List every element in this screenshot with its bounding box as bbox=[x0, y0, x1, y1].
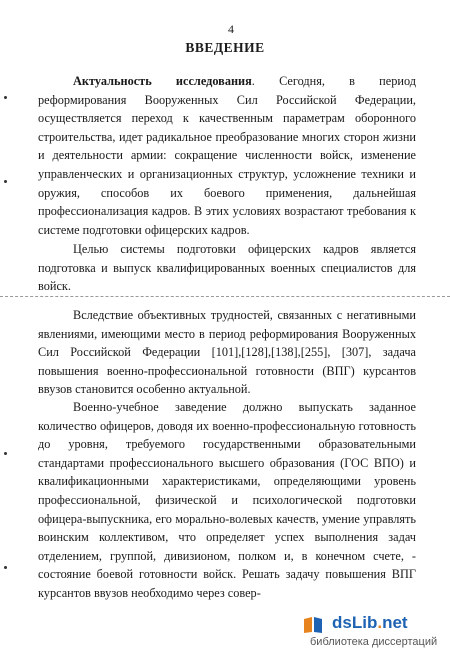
scan-divider bbox=[0, 296, 450, 297]
paragraph-text: . Сегодня, в период реформирования Вооруженных Сил Российской Федерации, осуществляется переход к качественным параметрам оборонного строительства, идет радикальное преобразование многих сторон жизни и деятельности армии: сокращение численности войск, изменение управленческих и организационных структур, усложнение техники и оружия, способов их боевого применения, дальнейшая профессионализация кадров. В этих условиях возрастают требования к системе подготовки офицерских кадров. bbox=[38, 74, 416, 237]
scan-speck bbox=[4, 452, 7, 455]
paragraph-text: Военно-учебное заведение должно выпускать заданное количество офицеров, доводя их военно-профессиональную готовность до уровня, требуемого государственными образовательными стандартами профессионального высшего образования (ГОС ВПО) и квалификационными характеристиками, определяющими уровень профессиональной, физической и психологической подготовки офицера-выпускника, его морально-волевых качеств, умение управлять воинским коллективом, что определяет успех выполнения задач отделением, группой, дивизионом, полком и, в конечном счете, - состояние боевой готовности войск. Решать задачу повышения ВПГ курсантов ввузов необходимо через совер- bbox=[38, 400, 416, 600]
watermark-subtitle: библиотека диссертаций bbox=[310, 636, 438, 648]
watermark-logo: dsLib.net bbox=[332, 613, 408, 632]
scan-speck bbox=[4, 96, 7, 99]
paragraph-institution bbox=[38, 398, 416, 603]
scan-speck bbox=[4, 180, 7, 183]
paragraph-difficulties bbox=[38, 306, 416, 399]
relevance-lead: Актуальность исследования bbox=[73, 74, 252, 88]
paragraph-text: Целью системы подготовки офицерских кадров является подготовка и выпуск квалифицированных военных специалистов для войск. bbox=[38, 242, 416, 294]
scan-speck bbox=[4, 566, 7, 569]
paragraph-relevance bbox=[38, 72, 416, 239]
paragraph-goal bbox=[38, 240, 416, 296]
page-number: 4 bbox=[228, 22, 234, 36]
dslib-watermark bbox=[302, 613, 442, 657]
paragraph-text: Вследствие объективных трудностей, связанных с негативными явлениями, имеющими место в период реформирования Вооруженных Сил Российской Федерации [101],[128],[138],[255], [307], задача повышения военно-профессиональной готовности (ВПГ) курсантов ввузов становится особенно актуальной. bbox=[38, 308, 416, 397]
section-heading: ВВЕДЕНИЕ bbox=[185, 40, 265, 55]
book-icon bbox=[302, 616, 324, 634]
